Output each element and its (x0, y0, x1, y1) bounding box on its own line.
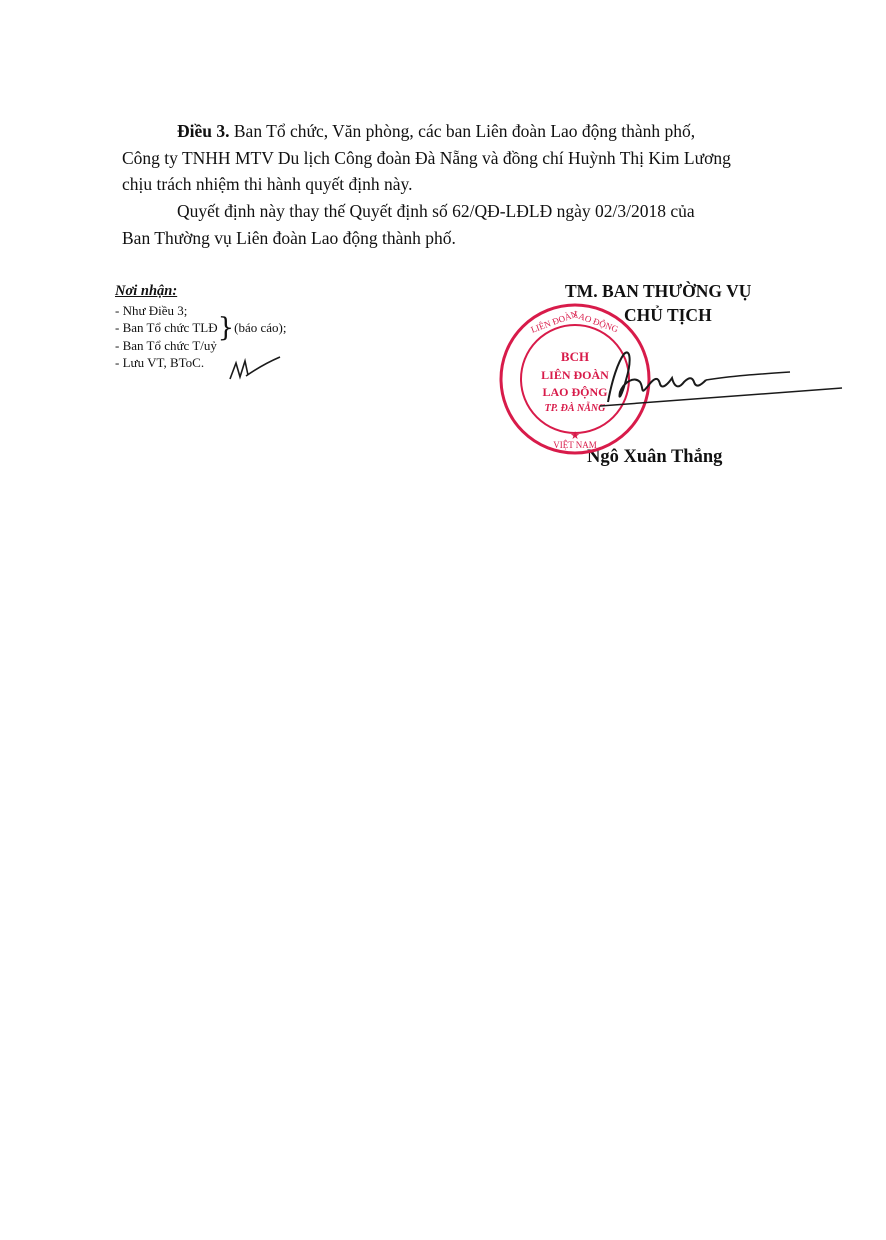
recipients-heading: Nơi nhận: (115, 283, 178, 299)
article-3-label: Điều 3. (177, 121, 230, 141)
signatory-name: Ngô Xuân Thắng (587, 447, 723, 467)
initials-mark-icon (226, 355, 286, 385)
recipient-item: - Ban Tổ chức TLĐ (115, 320, 218, 335)
recipient-item: - Ban Tổ chức T/uỷ (115, 337, 217, 353)
replacement-line-2: Ban Thường vụ Liên đoàn Lao động thành phố. (122, 227, 456, 248)
article-3-paragraph (122, 118, 731, 198)
signatory-role: CHỦ TỊCH (624, 305, 712, 325)
recipient-note: (báo cáo); (234, 320, 287, 335)
article-3-line-2: Công ty TNHH MTV Du lịch Công đoàn Đà Nẵng và đồng chí Huỳnh Thị Kim Lương (122, 147, 731, 168)
recipient-item: - Lưu VT, BToC. (115, 355, 205, 370)
svg-text:★: ★ (570, 429, 580, 442)
svg-text:LAO ĐỘNG: LAO ĐỘNG (572, 308, 620, 335)
recipient-item: - Như Điều 3; (115, 302, 188, 318)
signatory-title: TM. BAN THƯỜNG VỤ (565, 281, 752, 301)
svg-text:BCH: BCH (560, 349, 590, 364)
svg-text:LIÊN ĐOÀN: LIÊN ĐOÀN (541, 368, 609, 382)
replacement-line-1: Quyết định này thay thế Quyết định số 62/QĐ-LĐLĐ ngày 02/3/2018 của (177, 201, 695, 221)
article-3-line-1: Ban Tổ chức, Văn phòng, các ban Liên đoàn Lao động thành phố, (229, 121, 696, 141)
handwritten-signature-icon (560, 340, 850, 420)
recipient-item-with-note (115, 313, 287, 343)
brace-icon: } (217, 313, 235, 343)
svg-text:VIỆT NAM: VIỆT NAM (553, 440, 597, 450)
svg-text:TP. ĐÀ NẴNG: TP. ĐÀ NẴNG (544, 403, 606, 414)
article-3-line-3: chịu trách nhiệm thi hành quyết định này. (122, 174, 413, 194)
replacement-paragraph (122, 198, 722, 251)
svg-text:LIÊN ĐOÀN: LIÊN ĐOÀN (529, 308, 579, 335)
svg-text:LAO ĐỘNG: LAO ĐỘNG (542, 385, 608, 399)
